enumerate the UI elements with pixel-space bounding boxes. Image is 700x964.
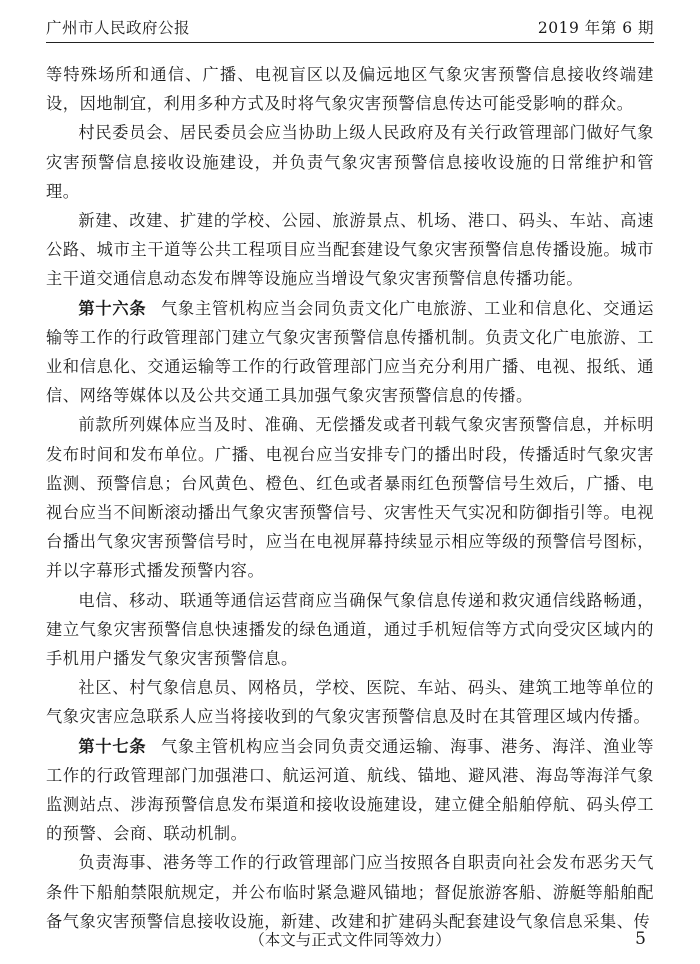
paragraph-text: 村民委员会、居民委员会应当协助上级人民政府及有关行政管理部门做好气象灾害预警信息接收设施建设，并负责气象灾害预警信息接收设施的日常维护和管理。 [46, 123, 654, 201]
paragraph [46, 848, 654, 936]
page-footer [46, 926, 654, 952]
article-heading: 第十六条 [78, 298, 147, 318]
validity-note: （本文与正式文件同等效力） [249, 931, 451, 949]
paragraph-text: 等特殊场所和通信、广播、电视盲区以及偏远地区气象灾害预警信息接收终端建设，因地制宜，利用多种方式及时将气象灾害预警信息传达可能受影响的群众。 [46, 65, 654, 114]
page-number: 5 [635, 929, 646, 949]
paragraph [46, 586, 654, 674]
paragraph [46, 118, 654, 206]
paragraph [46, 673, 654, 731]
paragraph [46, 206, 654, 294]
issue-number: 2019 年第 6 期 [537, 19, 654, 37]
page-header [46, 14, 654, 40]
article-heading: 第十七条 [78, 736, 147, 756]
article-paragraph [46, 732, 654, 849]
article-paragraph [46, 294, 654, 411]
paragraph-text: 电信、移动、联通等通信运营商应当确保气象信息传递和救灾通信线路畅通，建立气象灾害预警信息快速播发的绿色通道，通过手机短信等方式向受灾区域内的手机用户播发气象灾害预警信息。 [46, 590, 654, 669]
paragraph-text: 负责海事、港务等工作的行政管理部门应当按照各自职责向社会发布恶劣天气条件下船舶禁限航规定，并公布临时紧急避风锚地；督促旅游客船、游艇等船舶配备气象灾害预警信息接收设施，新建、改建和扩建码头配套建设气象信息采集、传 [46, 853, 654, 931]
paragraph-text: 气象主管机构应当会同负责交通运输、海事、港务、海洋、渔业等工作的行政管理部门加强港口、航运河道、航线、锚地、避风港、海岛等海洋气象监测站点、涉海预警信息发布渠道和接收设施建设，建立健全船舶停航、码头停工的预警、会商、联动机制。 [46, 736, 654, 844]
paragraph-text: 气象主管机构应当会同负责文化广电旅游、工业和信息化、交通运输等工作的行政管理部门建立气象灾害预警信息传播机制。负责文化广电旅游、工业和信息化、交通运输等工作的行政管理部门应当充分利用广播、电视、报纸、通信、网络等媒体以及公共交通工具加强气象灾害预警信息的传播。 [46, 298, 654, 406]
gazette-title: 广州市人民政府公报 [46, 19, 191, 37]
header-divider [46, 42, 654, 43]
document-body [46, 60, 654, 936]
paragraph-text: 社区、村气象信息员、网格员，学校、医院、车站、码头、建筑工地等单位的气象灾害应急联系人应当将接收到的气象灾害预警信息及时在其管理区域内传播。 [46, 678, 654, 727]
paragraph-text: 前款所列媒体应当及时、准确、无偿播发或者刊载气象灾害预警信息，并标明发布时间和发布单位。广播、电视台应当安排专门的播出时段，传播适时气象灾害监测、预警信息；台风黄色、橙色、红色或者暴雨红色预警信号生效后，广播、电视台应当不间断滚动播出气象灾害预警信号、灾害性天气实况和防御指引等。电视台播出气象灾害预警信号时，应当在电视屏幕持续显示相应等级的预警信号图标，并以字幕形式播发预警内容。 [46, 415, 654, 581]
paragraph [46, 60, 654, 118]
paragraph [46, 410, 654, 585]
paragraph-text: 新建、改建、扩建的学校、公园、旅游景点、机场、港口、码头、车站、高速公路、城市主干道等公共工程项目应当配套建设气象灾害预警信息传播设施。城市主干道交通信息动态发布牌等设施应当增设气象灾害预警信息传播功能。 [46, 211, 654, 289]
